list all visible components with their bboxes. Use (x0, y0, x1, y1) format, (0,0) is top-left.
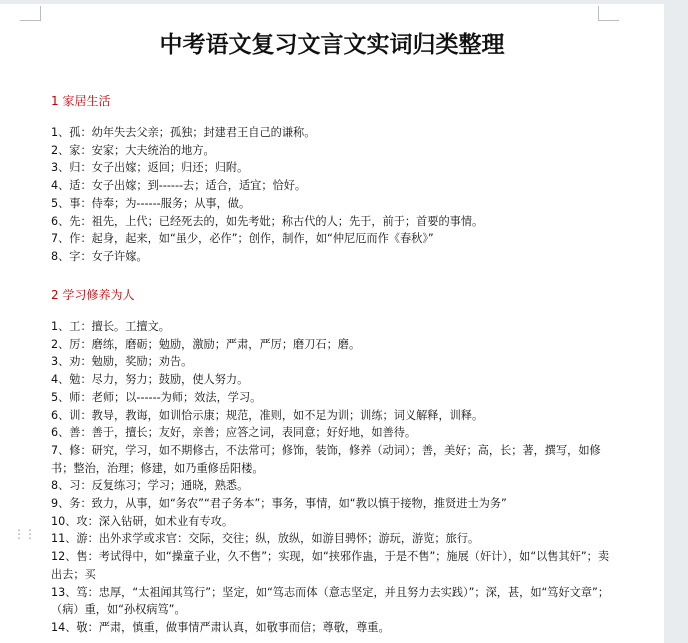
list-item: 5、师：老师；以------为师；效法，学习。 (51, 390, 262, 404)
list-item: 8、习：反复练习；学习；通晓，熟悉。 (51, 479, 249, 493)
drag-handle-icon[interactable]: ⋮⋮ (13, 527, 35, 541)
section-2-list (51, 318, 611, 637)
list-item: 4、适：女子出嫁；到------去；适合，适宜；恰好。 (51, 179, 307, 193)
list-item: 6、先：祖先，上代；已经死去的，如先考妣；称古代的人；先于，前于；首要的事情。 (51, 214, 484, 228)
section-heading-1: 1 家居生活 (51, 94, 111, 108)
list-item: 13、笃：忠厚，“太祖闻其笃行”；坚定，如“笃志而体（意志坚定，并且努力去实践）”；深，甚，如“笃好文章”；（病）重，如“孙权病笃”。 (51, 585, 610, 617)
list-item: 3、劝：勉励，奖励；劝告。 (51, 355, 193, 369)
list-item: 14、敬：严肃，慎重，做事情严肃认真，如敬事而信；尊敬，尊重。 (51, 620, 390, 634)
list-item: 2、家：安家；大夫统治的地方。 (51, 143, 215, 157)
list-item: 1、工：擅长。工擅文。 (51, 320, 170, 333)
section-heading-2: 2 学习修养为人 (51, 288, 135, 302)
list-item: 2、厉：磨练，磨砺；勉励，激励；严肃，严厉；磨刀石；磨。 (51, 337, 361, 351)
list-item: 12、售：考试得中，如“操童子业，久不售”；实现，如“挟邪作蛊，于是不售”；施展（奸计），如“以售其奸”；卖出去；买 (51, 550, 610, 581)
list-item: 9、务：致力，从事，如“务农”“君子务本”；事务，事情，如“教以慎于接物，推贤进士为务” (51, 497, 507, 511)
list-item: 5、事：侍奉；为------服务；从事，做。 (51, 196, 251, 210)
list-item: 3、归：女子出嫁；返回；归还；归附。 (51, 161, 249, 175)
window-gutter (664, 0, 688, 643)
list-item: 11、游：出外求学或求官：交际，交往；纵，放纵，如游目骋怀；游玩，游览；旅行。 (51, 532, 480, 546)
list-item: 6、训：教导，教诲，如训恰示康；规范，准则，如不足为训；训练；词义解释，训释。 (51, 408, 484, 422)
list-item: 4、勉：尽力，努力；鼓励，使人努力。 (51, 373, 249, 387)
page-corner-mark-top-left (20, 6, 41, 21)
list-item: 8、字：女子许嫁。 (51, 249, 148, 263)
document-page (0, 4, 665, 643)
document-title: 中考语文复习文言文实词归类整理 (159, 32, 505, 58)
list-item: 6、善：善于，擅长；友好，亲善；应答之词，表同意；好好地，如善待。 (51, 426, 417, 440)
list-item: 7、作：起身，起来，如“虽少，必作”；创作，制作，如“仲尼厄而作《春秋》” (51, 232, 434, 246)
list-item: 1、孤：幼年失去父亲；孤独；封建君王自己的谦称。 (51, 126, 316, 139)
page-corner-mark-top-right (598, 6, 619, 21)
list-item: 7、修：研究，学习，如不期修古，不法常可；修饰，装饰，修养（动词）；善，美好；高，长；著，撰写，如修书；整治，治理；修建，如乃重修岳阳楼。 (51, 443, 601, 475)
section-1-list (51, 124, 611, 266)
list-item: 10、攻：深入钻研，如术业有专攻。 (51, 514, 234, 528)
